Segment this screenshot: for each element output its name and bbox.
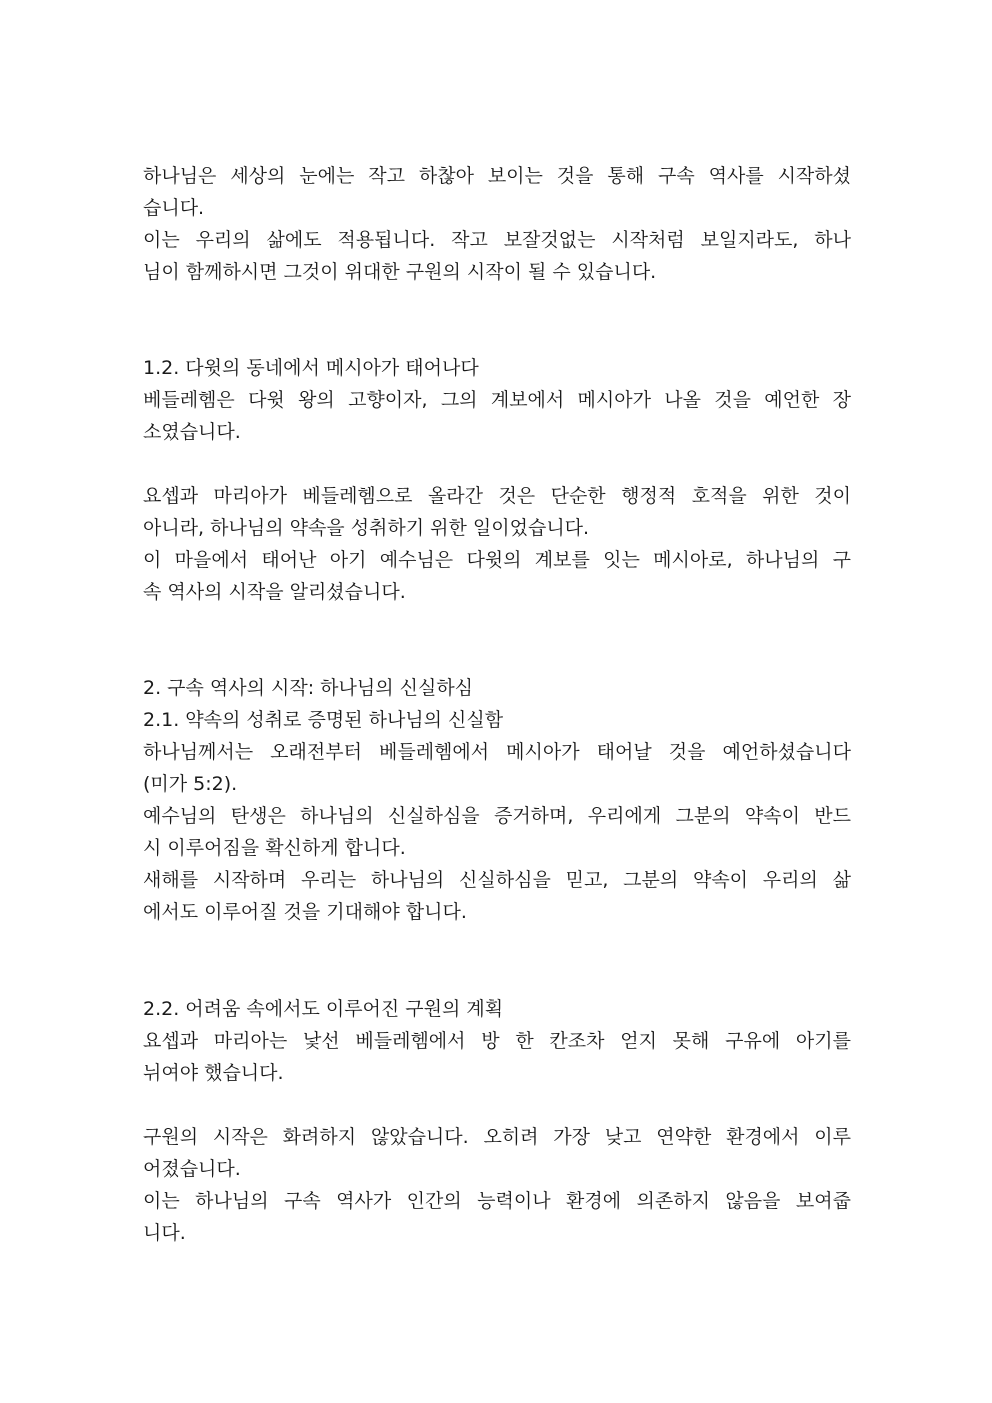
text-line: (미가 5:2). bbox=[143, 773, 238, 795]
text-line: 이 마을에서 태어난 아기 예수님은 다윗의 계보를 잇는 메시아로, 하나님의 구 bbox=[143, 549, 851, 571]
text-line: 뉘여야 했습니다. bbox=[143, 1062, 284, 1084]
text-line: 이는 하나님의 구속 역사가 인간의 능력이나 환경에 의존하지 않음을 보여줍 bbox=[143, 1190, 851, 1212]
text-line: 예수님의 탄생은 하나님의 신실하심을 증거하며, 우리에게 그분의 약속이 반드 bbox=[143, 805, 851, 827]
paragraph bbox=[143, 480, 851, 608]
text-line: 하나님께서는 오래전부터 베들레헴에서 메시아가 태어날 것을 예언하셨습니다 bbox=[143, 741, 851, 763]
text-line: 습니다. bbox=[143, 197, 205, 219]
section-heading: 1.2. 다윗의 동네에서 메시아가 태어나다 bbox=[143, 357, 479, 379]
section-2-2 bbox=[143, 993, 851, 1089]
text-line: 에서도 이루어질 것을 기대해야 합니다. bbox=[143, 901, 467, 923]
text-line: 하나님은 세상의 눈에는 작고 하찮아 보이는 것을 통해 구속 역사를 시작하셨 bbox=[143, 165, 851, 187]
text-line: 시 이루어짐을 확신하게 합니다. bbox=[143, 837, 406, 859]
paragraph bbox=[143, 1121, 851, 1249]
text-line: 속 역사의 시작을 알리셨습니다. bbox=[143, 581, 406, 603]
text-line: 이는 우리의 삶에도 적용됩니다. 작고 보잘것없는 시작처럼 보일지라도, 하나 bbox=[143, 229, 851, 251]
text-line: 아니라, 하나님의 약속을 성취하기 위한 일이었습니다. bbox=[143, 517, 590, 539]
text-line: 베들레헴은 다윗 왕의 고향이자, 그의 계보에서 메시아가 나올 것을 예언한 장 bbox=[143, 389, 851, 411]
text-line: 요셉과 마리아가 베들레헴으로 올라간 것은 단순한 행정적 호적을 위한 것이 bbox=[143, 485, 851, 507]
text-line: 구원의 시작은 화려하지 않았습니다. 오히려 가장 낮고 연약한 환경에서 이루 bbox=[143, 1126, 851, 1148]
paragraph bbox=[143, 160, 851, 288]
text-line: 어졌습니다. bbox=[143, 1158, 241, 1180]
text-line: 새해를 시작하며 우리는 하나님의 신실하심을 믿고, 그분의 약속이 우리의 삶 bbox=[143, 869, 851, 891]
section-2 bbox=[143, 672, 851, 928]
section-1-2 bbox=[143, 352, 851, 448]
section-heading: 2.2. 어려움 속에서도 이루어진 구원의 계획 bbox=[143, 998, 504, 1020]
text-line: 소였습니다. bbox=[143, 421, 241, 443]
text-line: 님이 함께하시면 그것이 위대한 구원의 시작이 될 수 있습니다. bbox=[143, 261, 657, 283]
text-line: 요셉과 마리아는 낯선 베들레헴에서 방 한 칸조차 얻지 못해 구유에 아기를 bbox=[143, 1030, 851, 1052]
text-line: 니다. bbox=[143, 1222, 186, 1244]
section-heading: 2.1. 약속의 성취로 증명된 하나님의 신실함 bbox=[143, 709, 504, 731]
section-heading: 2. 구속 역사의 시작: 하나님의 신실하심 bbox=[143, 677, 474, 699]
